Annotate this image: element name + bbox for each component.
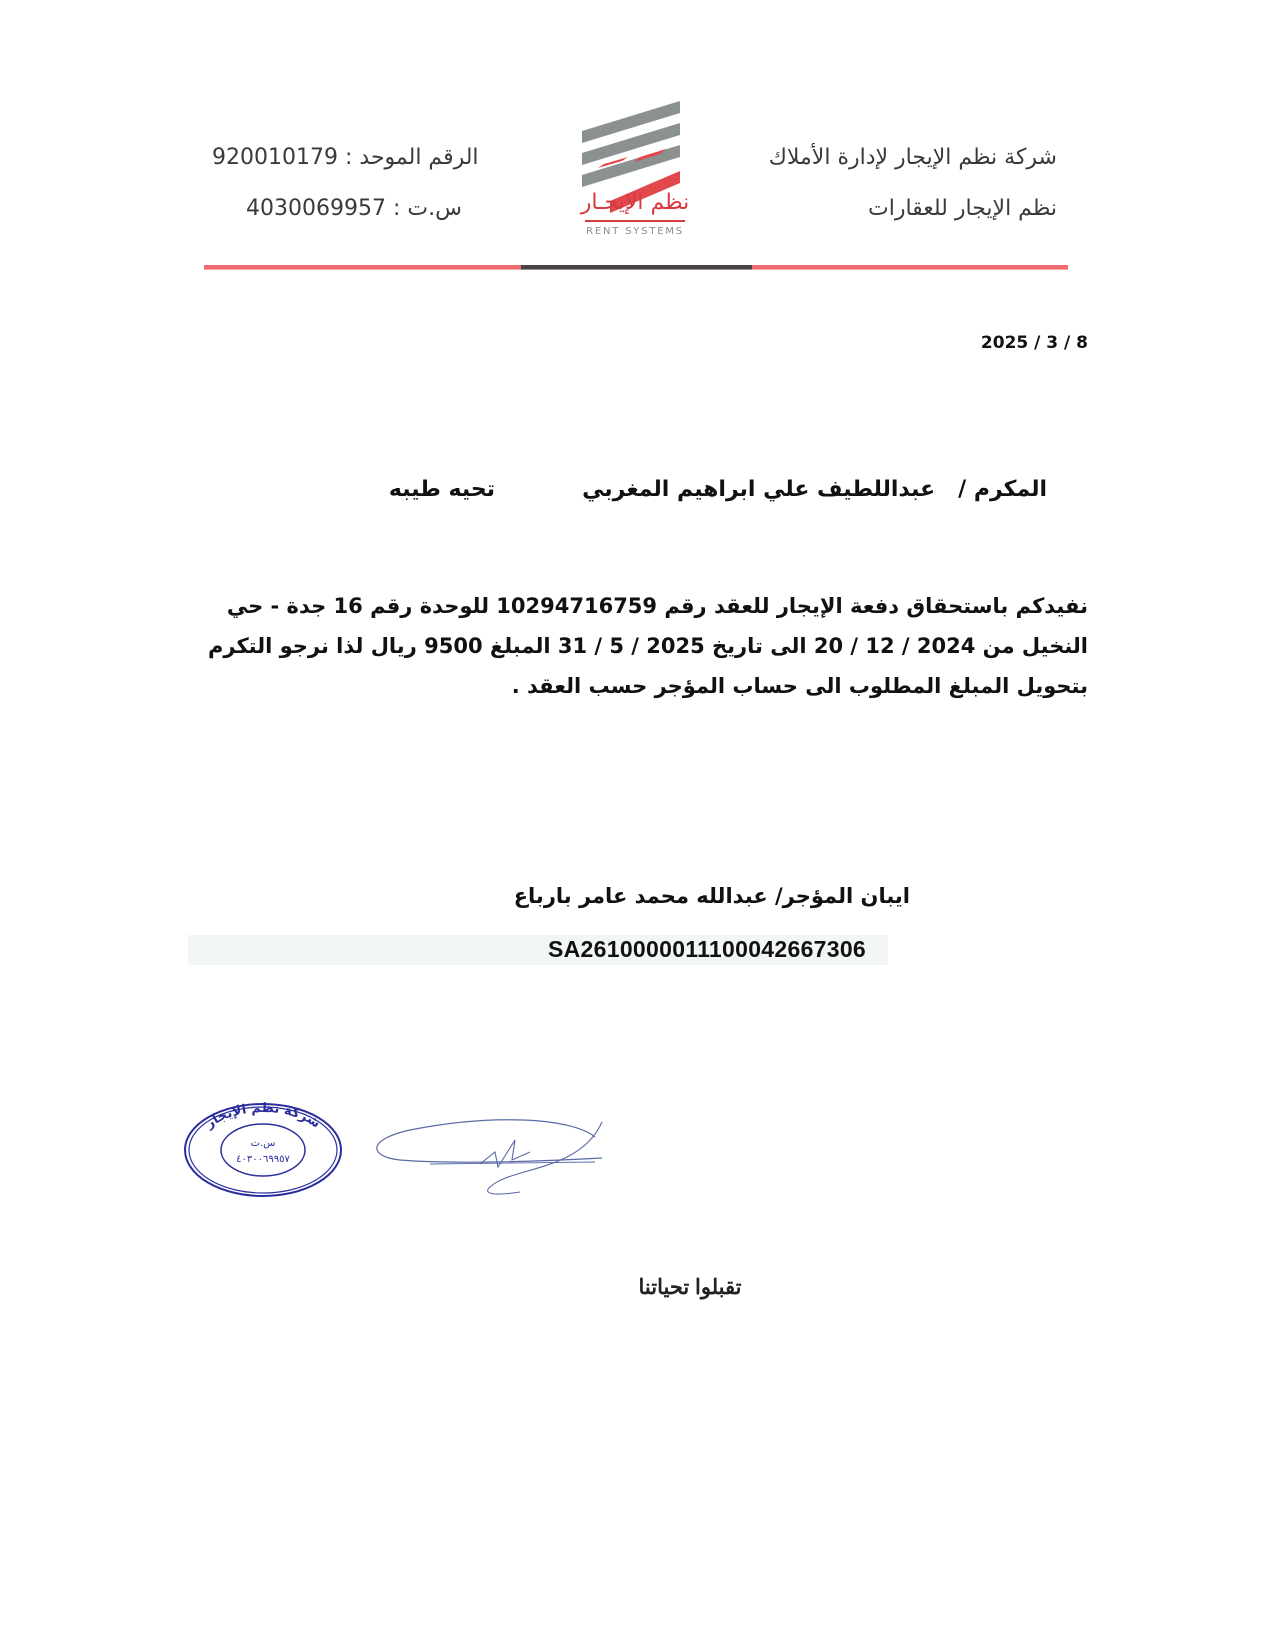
- lessor-iban-line: [514, 884, 910, 908]
- to-date: 31 / 5 / 2025: [557, 634, 705, 658]
- company-subtitle: نظم الإيجار للعقارات: [868, 196, 1057, 221]
- header-rule-left: [204, 265, 521, 269]
- amount: 9500: [424, 634, 483, 658]
- lessor-name: عبدالله محمد عامر بارباع: [513, 884, 768, 908]
- logo-english-text: RENT SYSTEMS: [586, 226, 684, 237]
- para-part-1: نفيدكم باستحقاق دفعة الإيجار للعقد رقم: [664, 594, 1088, 618]
- from-date: 20 / 12 / 2024: [813, 634, 976, 658]
- logo-arabic-text: نظم الإيجـار: [580, 190, 690, 215]
- stamp-cr-number: ٤٠٣٠٠٦٩٩٥٧: [236, 1154, 290, 1165]
- header-rule-right: [752, 265, 1068, 269]
- addressee-line: [582, 477, 1047, 502]
- addressee-name: عبداللطيف علي ابراهيم المغربي: [582, 477, 936, 502]
- company-name: شركة نظم الإيجار لإدارة الأملاك: [768, 145, 1057, 170]
- lessor-iban-label: ايبان المؤجر/: [775, 884, 910, 908]
- para-part-3: جدة - حي النخيل من: [226, 594, 1088, 658]
- header-rule-center: [521, 265, 752, 269]
- stamp-outer-text: شركة نظم الإيجار: [202, 1100, 323, 1132]
- para-part-6: ريال لذا نرجو التكرم بتحويل المبلغ المطلوب الى حساب المؤجر حسب العقد .: [207, 634, 1088, 698]
- para-part-4: الى تاريخ: [712, 634, 807, 658]
- iban-number: SA2610000011100042667306: [548, 936, 867, 962]
- para-part-2: للوحدة رقم: [370, 594, 489, 618]
- unit-number: 16: [333, 594, 363, 618]
- addressee-prefix: المكرم /: [958, 477, 1047, 502]
- company-stamp-icon: [180, 1100, 346, 1200]
- unified-number-line: [212, 145, 479, 170]
- cr-number-line: [246, 196, 462, 221]
- logo-underline: [585, 220, 685, 222]
- svg-text:شركة نظم الإيجار: [202, 1101, 323, 1132]
- cr-number: 4030069957: [246, 196, 386, 221]
- para-part-5: المبلغ: [489, 634, 551, 658]
- greeting: تحيه طيبه: [388, 477, 495, 502]
- unified-number: 920010179: [212, 145, 338, 170]
- unified-number-label: الرقم الموحد :: [344, 145, 479, 170]
- cr-label: س.ت :: [392, 196, 462, 221]
- letter-date: 2025 / 3 / 8: [980, 333, 1088, 353]
- payment-notice-paragraph: [193, 586, 1088, 706]
- stamp-cr-label: س.ت: [250, 1138, 276, 1149]
- signature-icon: [370, 1112, 605, 1197]
- closing-remark: تقبلوا تحياتنا: [638, 1276, 742, 1299]
- contract-number: 10294716759: [496, 594, 658, 618]
